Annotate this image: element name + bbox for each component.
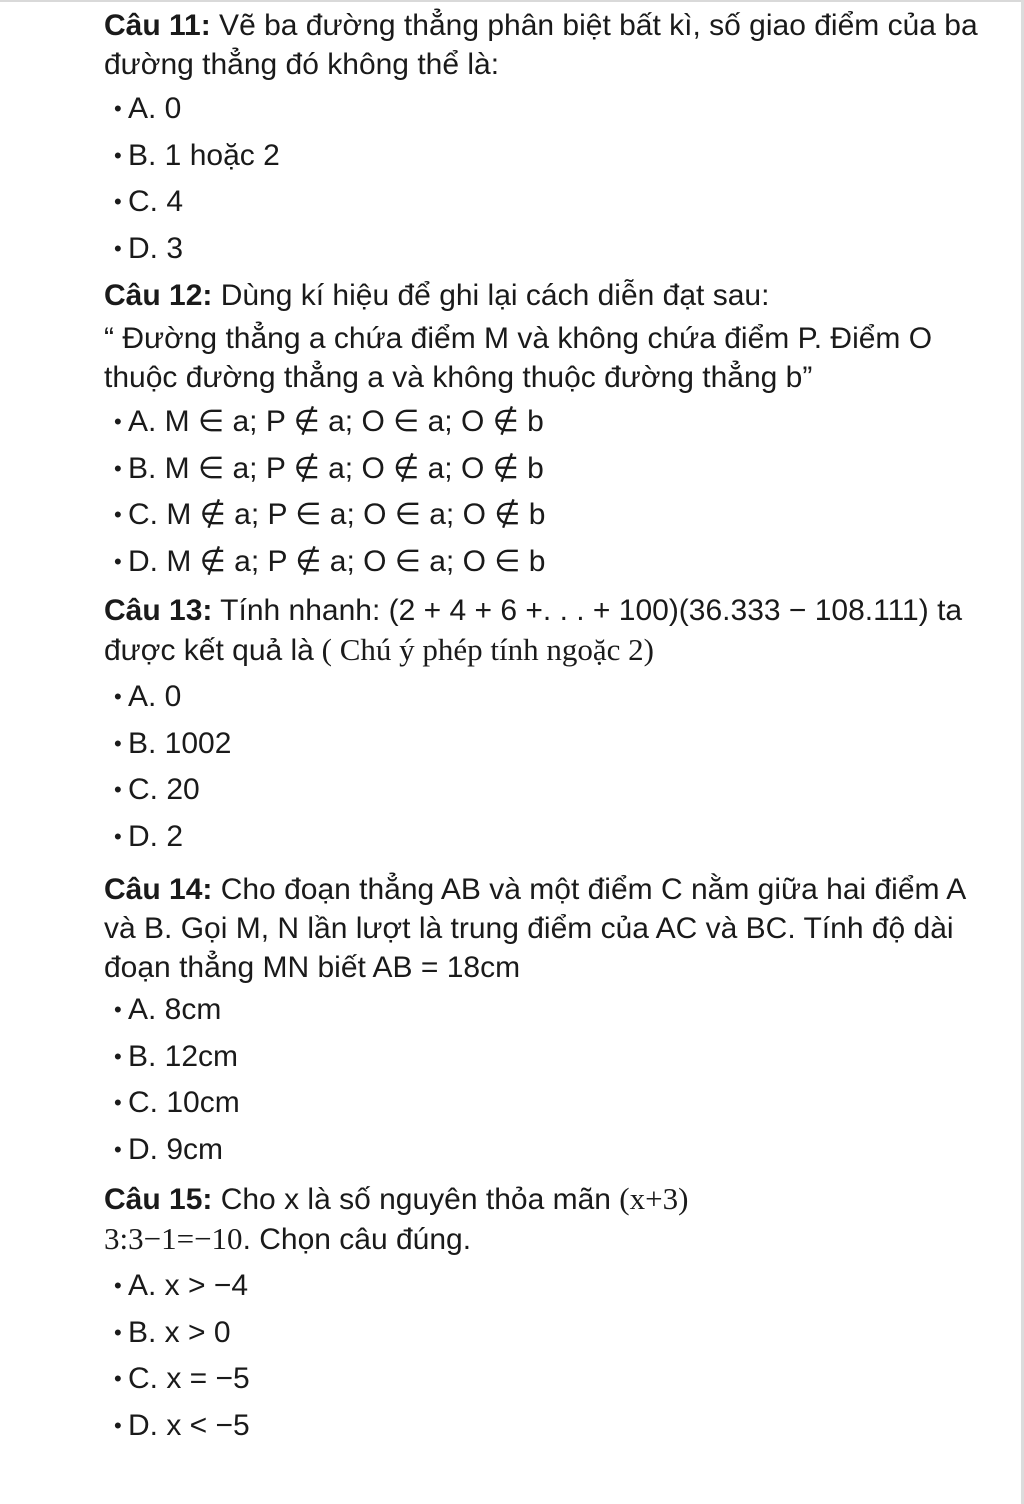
answer-option-d[interactable] xyxy=(104,226,1004,273)
option-label: D. 3 xyxy=(128,231,184,265)
bullet-icon: • xyxy=(114,1136,122,1162)
option-label: B. 1 hoặc 2 xyxy=(128,138,280,172)
answer-option-b[interactable] xyxy=(104,446,1004,493)
answer-option-c[interactable] xyxy=(104,1080,1004,1127)
bullet-icon: • xyxy=(114,142,122,168)
answer-option-a[interactable] xyxy=(104,674,1004,721)
option-label: A. 0 xyxy=(128,92,182,125)
question-number: Câu 14: xyxy=(104,873,213,906)
bullet-icon: • xyxy=(114,730,122,756)
top-border xyxy=(0,0,1024,2)
answer-option-d[interactable] xyxy=(104,1127,1004,1174)
question-11-stem xyxy=(104,6,1004,84)
question-number: Câu 12: xyxy=(104,279,213,312)
question-text: Cho x là số nguyên thỏa mãn xyxy=(212,1183,620,1216)
option-label: D. 9cm xyxy=(128,1132,224,1166)
option-label: A. M ∈ a; P ∉ a; O ∈ a; O ∉ b xyxy=(128,405,544,438)
bullet-icon: • xyxy=(114,1319,122,1345)
option-label: D. M ∉ a; P ∉ a; O ∈ a; O ∈ b xyxy=(128,544,546,578)
question-15-stem xyxy=(104,1179,1004,1259)
question-number: Câu 15: xyxy=(104,1183,213,1216)
option-label: C. x = −5 xyxy=(128,1362,250,1395)
math-expression-1: (x+3) xyxy=(619,1181,689,1216)
question-text: Cho đoạn thẳng AB và một điểm C nằm giữa hai điểm A và B. Gọi M, N lần lượt là trung điểm của AC và BC. Tính độ dài đoạn thẳng MN biết AB = 18cm xyxy=(104,873,965,984)
bullet-icon: • xyxy=(114,1273,122,1298)
answer-option-c[interactable] xyxy=(104,492,1004,539)
option-label: C. 20 xyxy=(128,773,200,806)
bullet-icon: • xyxy=(114,777,122,802)
question-13-stem xyxy=(104,591,1004,670)
question-text: Dùng kí hiệu để ghi lại cách diễn đạt sau: xyxy=(212,279,770,312)
question-12-quote: “ Đường thẳng a chứa điểm M và không chứa điểm P. Điểm O thuộc đường thẳng a và không thuộc đường thẳng b” xyxy=(104,322,933,394)
answer-options xyxy=(104,1263,1004,1449)
answer-options xyxy=(104,399,1004,585)
answer-option-b[interactable] xyxy=(104,1310,1004,1357)
option-label: A. x > −4 xyxy=(128,1269,249,1302)
question-text-after: . Chọn câu đúng. xyxy=(242,1223,472,1256)
bullet-icon: • xyxy=(114,455,122,481)
option-label: D. x < −5 xyxy=(128,1408,250,1442)
answer-option-a[interactable] xyxy=(104,399,1004,446)
question-15 xyxy=(104,1179,1004,1449)
question-12-stem xyxy=(104,276,1004,315)
bullet-icon: • xyxy=(114,997,122,1022)
option-label: D. 2 xyxy=(128,819,184,853)
option-label: B. x > 0 xyxy=(128,1315,231,1349)
answer-option-c[interactable] xyxy=(104,179,1004,226)
answer-option-b[interactable] xyxy=(104,721,1004,768)
option-label: C. 4 xyxy=(128,185,184,218)
question-11 xyxy=(104,6,1004,272)
answer-option-d[interactable] xyxy=(104,1403,1004,1450)
bullet-icon: • xyxy=(114,548,122,574)
option-label: A. 0 xyxy=(128,680,182,713)
bullet-icon: • xyxy=(114,1366,122,1391)
answer-option-a[interactable] xyxy=(104,1263,1004,1310)
answer-option-c[interactable] xyxy=(104,767,1004,814)
bullet-icon: • xyxy=(114,1090,122,1115)
bullet-icon: • xyxy=(114,96,122,121)
question-number: Câu 13: xyxy=(104,594,213,627)
bullet-icon: • xyxy=(114,684,122,709)
answer-option-b[interactable] xyxy=(104,1034,1004,1081)
option-label: A. 8cm xyxy=(128,993,222,1026)
quiz-page xyxy=(104,6,1004,1449)
math-expression-2: 3:3−1=−10 xyxy=(104,1221,243,1256)
option-label: B. 1002 xyxy=(128,726,232,760)
bullet-icon: • xyxy=(114,1043,122,1069)
option-label: B. 12cm xyxy=(128,1039,239,1073)
bullet-icon: • xyxy=(114,189,122,214)
bullet-icon: • xyxy=(114,1412,122,1438)
question-text: Tính nhanh: (2 + 4 + 6 +. . . + 100)(36.333 − 108.111) ta được kết quả là xyxy=(104,594,963,667)
bullet-icon: • xyxy=(114,823,122,849)
question-text: Vẽ ba đường thẳng phân biệt bất kì, số giao điểm của ba đường thẳng đó không thể là: xyxy=(104,9,978,81)
answer-option-d[interactable] xyxy=(104,539,1004,586)
question-14-stem xyxy=(104,870,1004,987)
question-12 xyxy=(104,276,1004,585)
question-note: ( Chú ý phép tính ngoặc 2) xyxy=(313,632,654,667)
question-number: Câu 11: xyxy=(104,9,211,42)
answer-option-a[interactable] xyxy=(104,987,1004,1034)
answer-option-d[interactable] xyxy=(104,814,1004,861)
question-13 xyxy=(104,591,1004,860)
bullet-icon: • xyxy=(114,502,122,527)
answer-options xyxy=(104,674,1004,860)
answer-option-a[interactable] xyxy=(104,86,1004,133)
answer-option-b[interactable] xyxy=(104,133,1004,180)
bullet-icon: • xyxy=(114,409,122,434)
bullet-icon: • xyxy=(114,235,122,261)
option-label: C. M ∉ a; P ∈ a; O ∈ a; O ∉ b xyxy=(128,498,546,531)
question-14 xyxy=(104,870,1004,1173)
answer-option-c[interactable] xyxy=(104,1356,1004,1403)
answer-options xyxy=(104,987,1004,1173)
answer-options xyxy=(104,86,1004,272)
option-label: C. 10cm xyxy=(128,1086,240,1119)
option-label: B. M ∈ a; P ∉ a; O ∉ a; O ∉ b xyxy=(128,451,544,485)
